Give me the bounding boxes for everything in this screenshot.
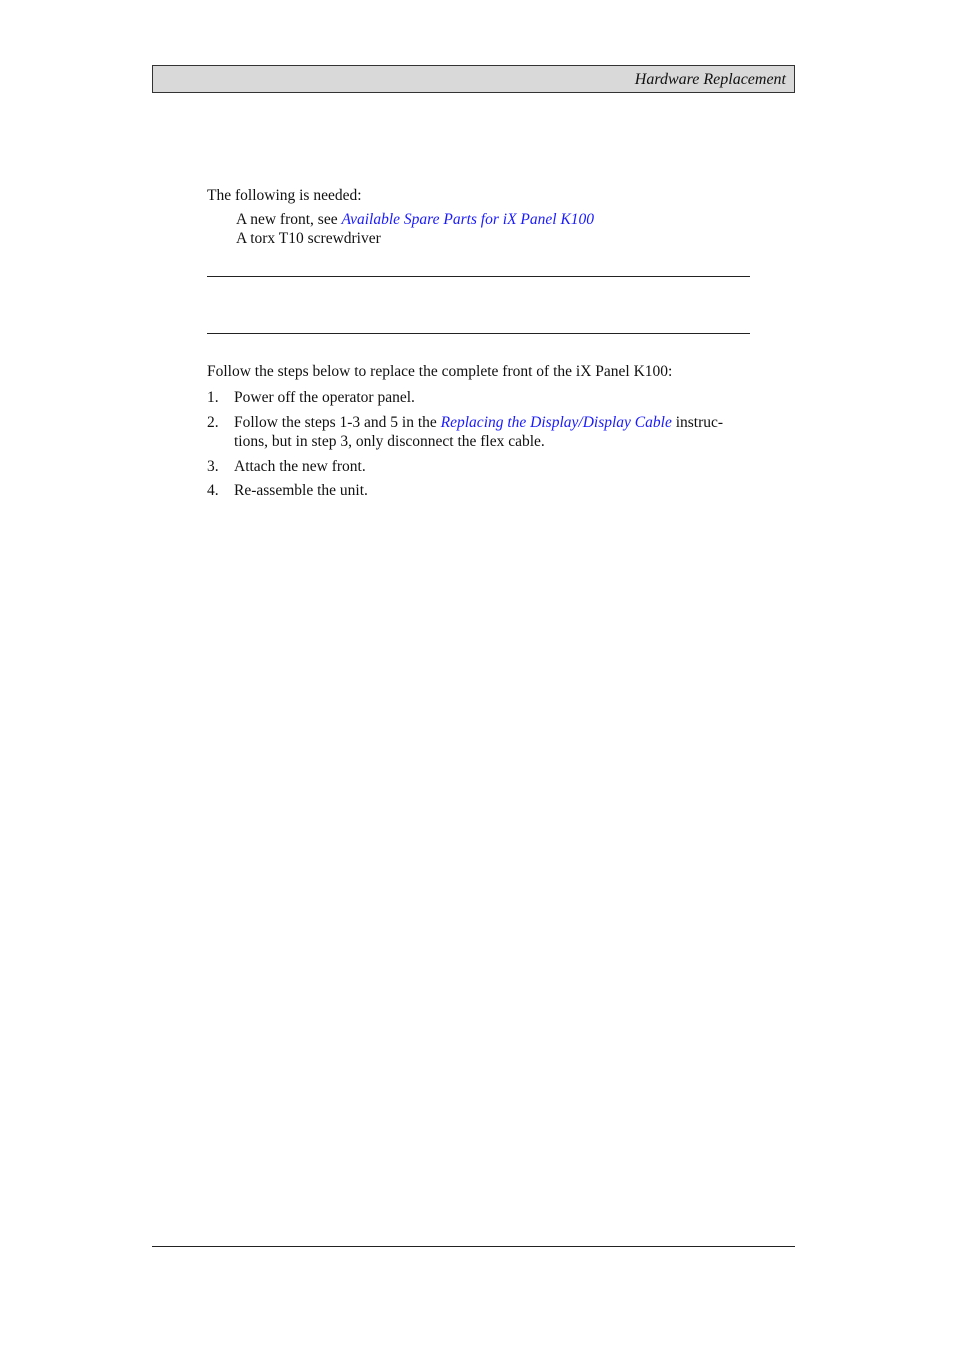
step-text-continued: tions, but in step 3, only disconnect the flex cable. [234, 433, 545, 450]
step-text [234, 413, 723, 432]
procedure-intro: Follow the steps below to replace the complete front of the iX Panel K100: [207, 363, 673, 380]
step-number: 3. [207, 458, 219, 475]
header-title: Hardware Replacement [634, 71, 786, 88]
footer-rule [152, 1246, 795, 1247]
step-text: Attach the new front. [234, 458, 366, 475]
step-text-suffix: instruc- [671, 414, 724, 431]
needed-intro: The following is needed: [207, 187, 362, 204]
spare-parts-link[interactable]: Available Spare Parts for iX Panel K100 [341, 211, 595, 228]
step-number: 1. [207, 389, 219, 406]
step-number: 2. [207, 414, 219, 431]
needed-item-front [236, 210, 594, 229]
step-text-prefix: Follow the steps 1-3 and 5 in the [234, 414, 441, 431]
running-header [152, 65, 795, 93]
divider-bottom [207, 333, 750, 334]
step-number: 4. [207, 482, 219, 499]
step-text: Power off the operator panel. [234, 389, 415, 406]
divider-top [207, 276, 750, 277]
needed-item-screwdriver: A torx T10 screwdriver [236, 230, 381, 247]
needed-item-front-prefix: A new front, see [236, 211, 342, 228]
step-text: Re-assemble the unit. [234, 482, 368, 499]
replacing-display-link[interactable]: Replacing the Display/Display Cable [440, 414, 672, 431]
